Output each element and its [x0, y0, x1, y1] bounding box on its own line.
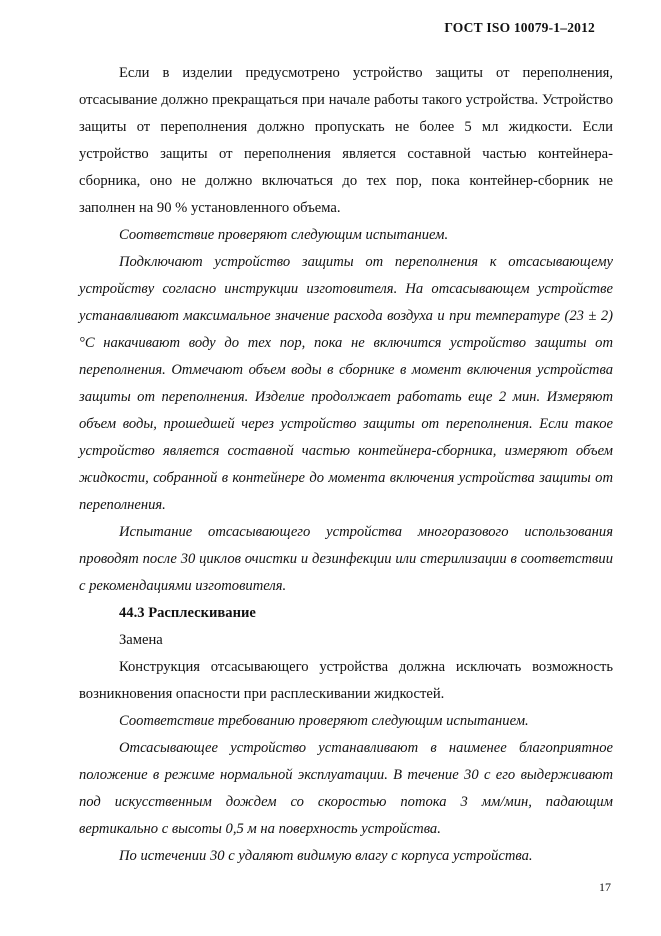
paragraph-splash-requirement: Конструкция отсасывающего устройства должна исключать возможность возникновения опасности при расплескивании жидкостей. — [79, 659, 613, 702]
section-heading-splashing: 44.3 Расплескивание — [119, 605, 256, 621]
paragraph-moisture-removal: По истечении 30 с удаляют видимую влагу с корпуса устройства. — [119, 848, 533, 864]
paragraph-overflow-requirement: Если в изделии предусмотрено устройство защиты от переполнения, отсасывание должно прекращаться при начале работы такого устройства. Устройство защиты от переполнения должно пропускать не более 5 мл жидкости. Если устройство защиты от переполнения является составной частью контейнера-сборника, оно не должно включаться до тех пор, пока контейнер-сборник не заполнен на 90 % установленного объема. — [79, 65, 613, 216]
paragraph-replacement: Замена — [119, 632, 163, 648]
page-number: 17 — [599, 880, 611, 894]
paragraph-splash-compliance: Соответствие требованию проверяют следующим испытанием. — [119, 713, 529, 729]
paragraph-compliance-note: Соответствие проверяют следующим испытанием. — [119, 227, 449, 243]
document-header: ГОСТ ISO 10079-1–2012 — [444, 20, 595, 35]
paragraph-rain-test: Отсасывающее устройство устанавливают в наименее благоприятное положение в режиме нормальной эксплуатации. В течение 30 с его выдерживают под искусственным дождем со скоростью потока 3 мм/мин, падающим вертикально с высоты 0,5 м на поверхность устройства. — [79, 740, 613, 837]
paragraph-test-procedure: Подключают устройство защиты от переполнения к отсасывающему устройству согласно инструкции изготовителя. На отсасывающем устройстве устанавливают максимальное значение расхода воздуха и при температуре (23 ± 2) °С накачивают воду до тех пор, пока не включится устройство защиты от переполнения. Отмечают объем воды в сборнике в момент включения устройства защиты от переполнения. Изделие продолжает работать еще 2 мин. Измеряют объем воды, прошедшей через устройство защиты от переполнения. Если такое устройство является составной частью контейнера-сборника, измеряют объем жидкости, собранной в контейнере до момента включения устройства защиты от переполнения. — [79, 254, 613, 513]
document-body — [79, 60, 613, 870]
paragraph-reusable-test: Испытание отсасывающего устройства многоразового использования проводят после 30 циклов очистки и дезинфекции или стерилизации в соответствии с рекомендациями изготовителя. — [79, 524, 613, 594]
